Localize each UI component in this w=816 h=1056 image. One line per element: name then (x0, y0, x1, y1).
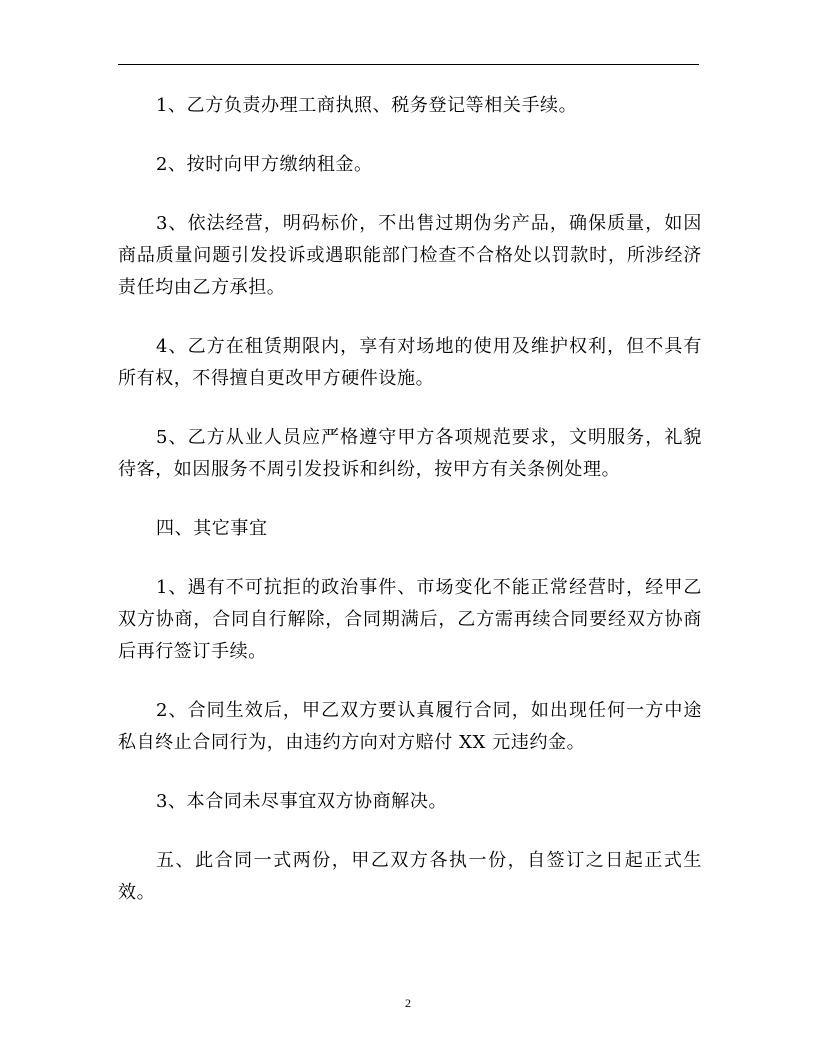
paragraph-other-1: 1、遇有不可抗拒的政治事件、市场变化不能正常经营时，经甲乙双方协商，合同自行解除，合同期满后，乙方需再续合同要经双方协商后再行签订手续。 (118, 577, 702, 662)
paragraph-other-3: 3、本合同未尽事宜双方协商解决。 (156, 791, 448, 812)
paragraph-duty-1: 1、乙方负责办理工商执照、税务登记等相关手续。 (156, 95, 578, 116)
document-body (118, 90, 702, 936)
paragraph-duty-2: 2、按时向甲方缴纳租金。 (156, 154, 373, 175)
paragraph-duty-5: 5、乙方从业人员应严格遵守甲方各项规范要求，文明服务，礼貌待客，如因服务不周引发投诉和纠纷，按甲方有关条例处理。 (118, 427, 702, 480)
paragraph-duty-4: 4、乙方在租赁期限内，享有对场地的使用及维护权利，但不具有所有权，不得擅自更改甲方硬件设施。 (118, 336, 702, 389)
paragraph-other-2: 2、合同生效后，甲乙双方要认真履行合同，如出现任何一方中途私自终止合同行为，由违约方向对方赔付 XX 元违约金。 (118, 700, 702, 753)
paragraph-duty-3: 3、依法经营，明码标价，不出售过期伪劣产品，确保质量，如因商品质量问题引发投诉或遇职能部门检查不合格处以罚款时，所涉经济责任均由乙方承担。 (118, 213, 702, 298)
page-number: 2 (405, 996, 411, 1010)
section-heading-other-matters: 四、其它事宜 (156, 518, 268, 539)
header-rule (118, 64, 699, 65)
paragraph-section-five: 五、此合同一式两份，甲乙双方各执一份，自签订之日起正式生效。 (118, 850, 702, 903)
